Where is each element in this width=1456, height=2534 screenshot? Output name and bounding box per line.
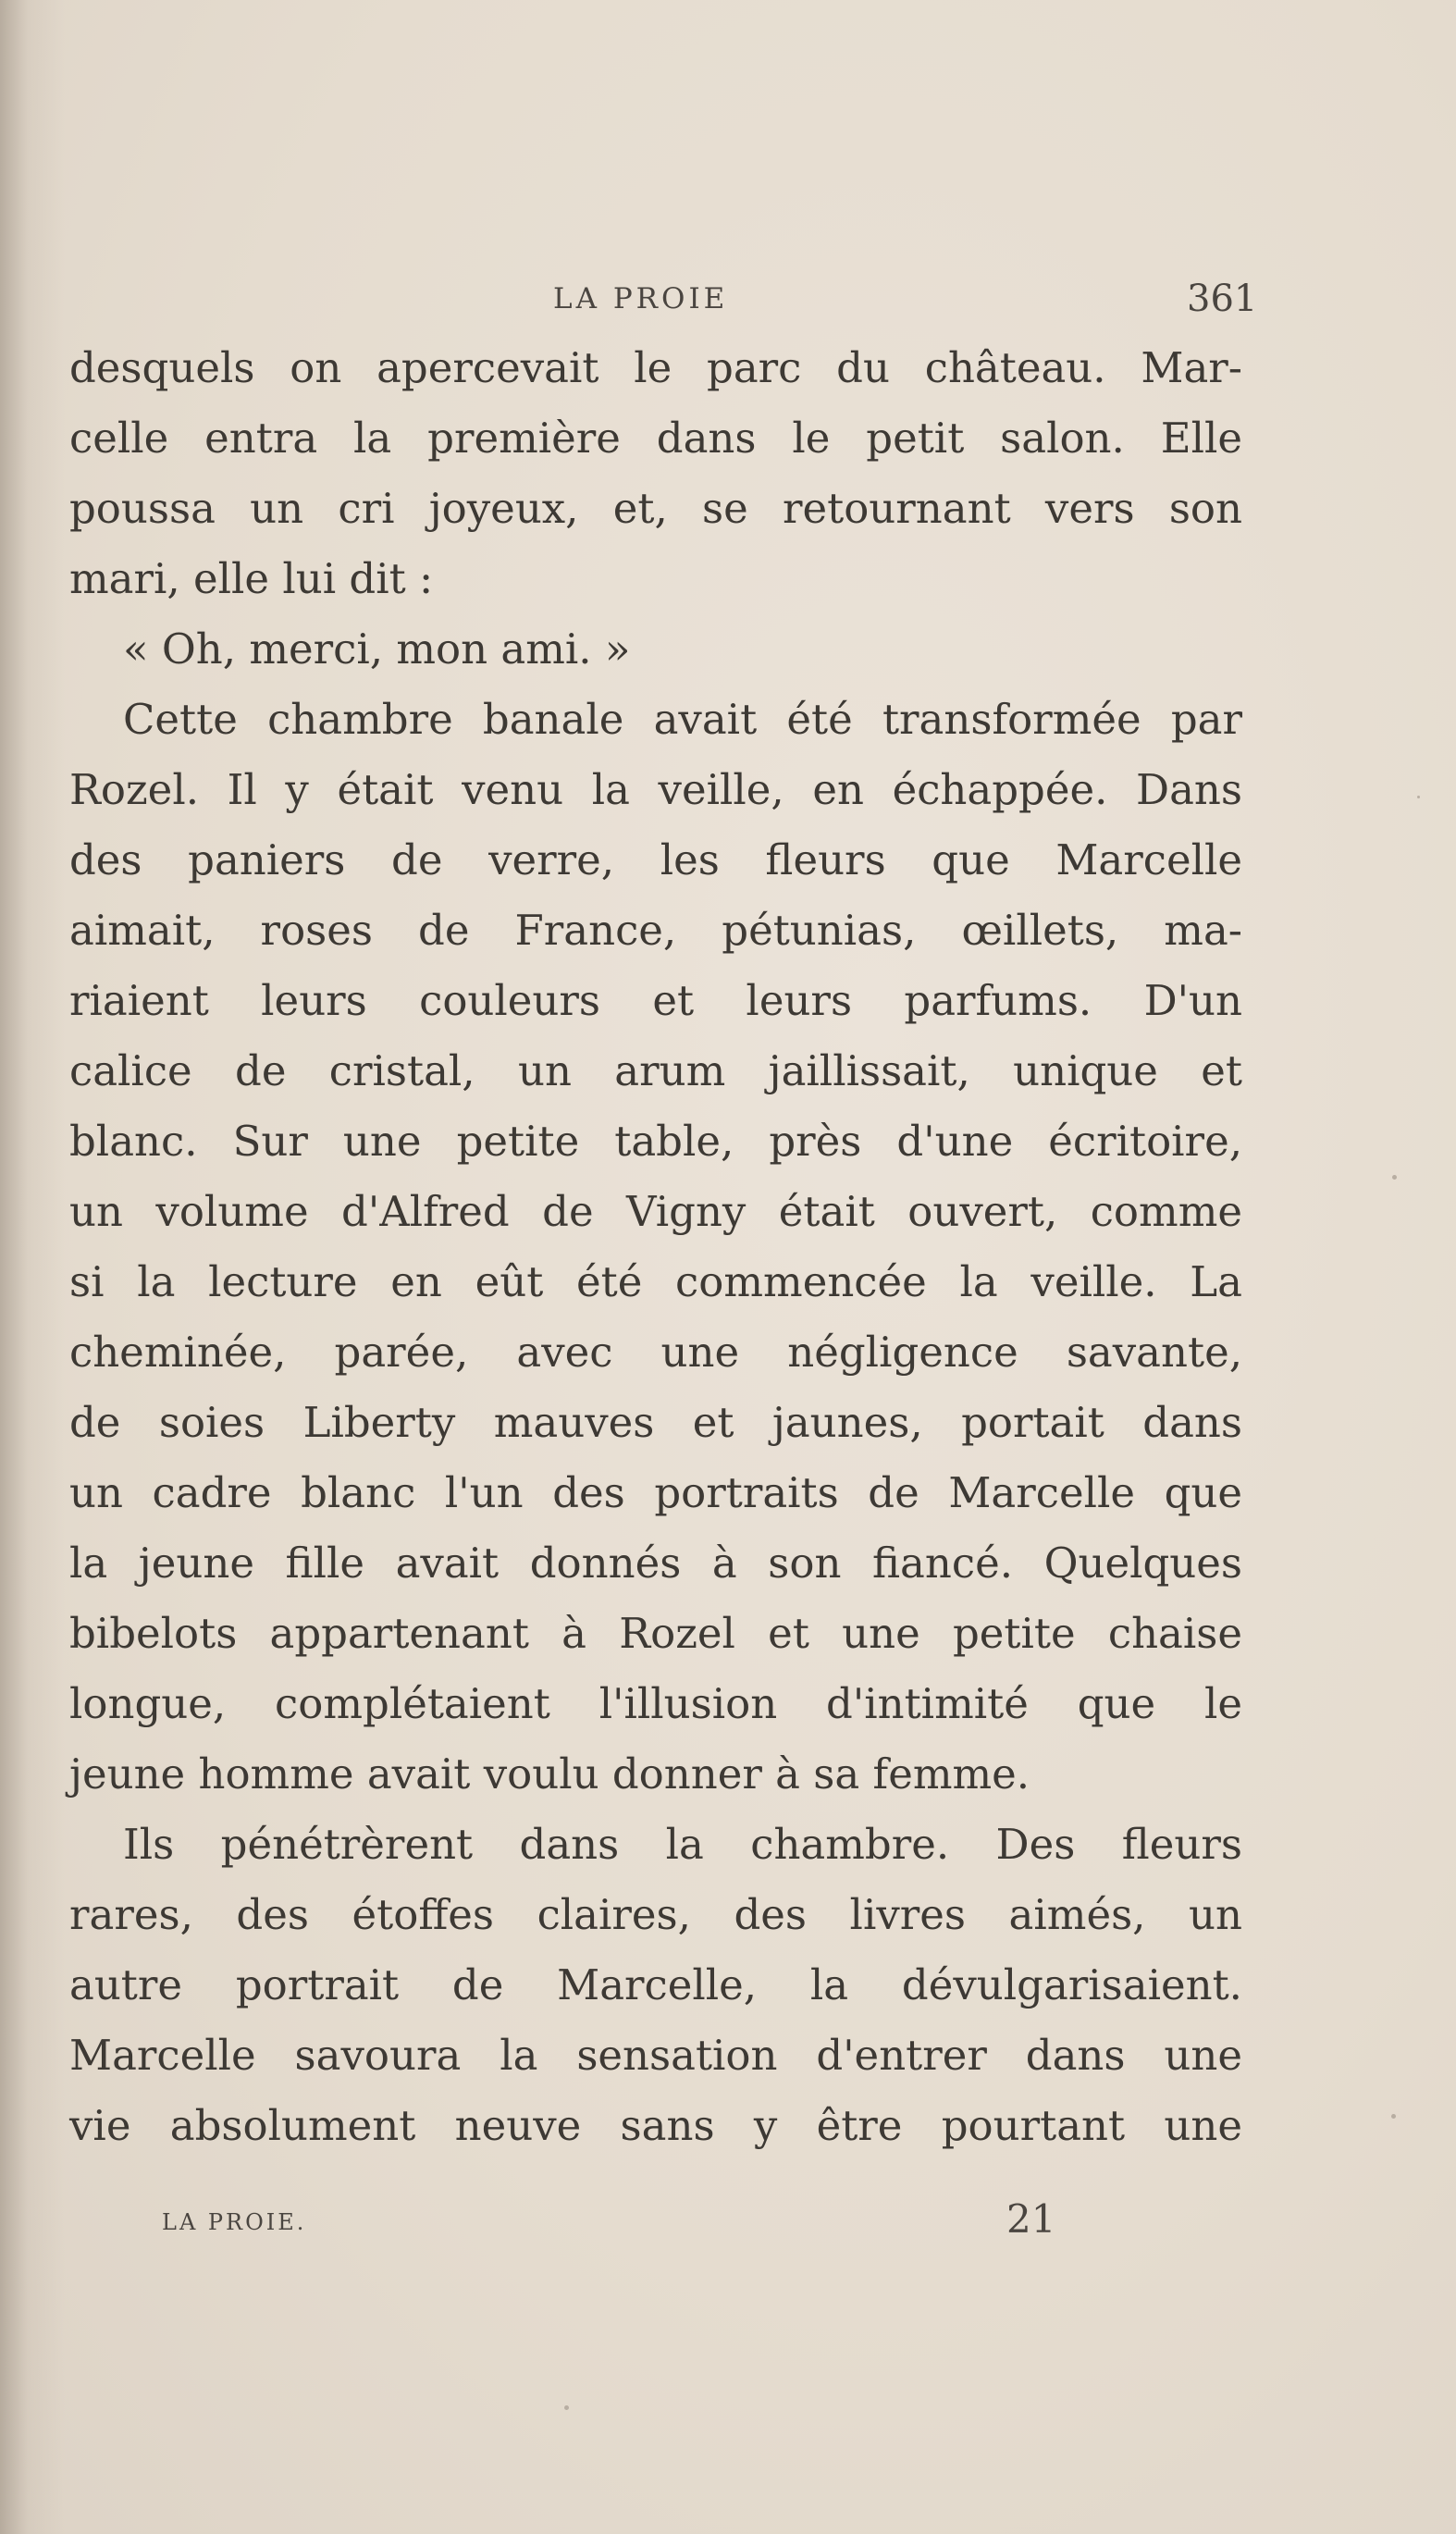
text-line-paragraph-start: Cette chambre banale avait été transformée par bbox=[123, 695, 1242, 744]
text-line: mari, elle lui dit : bbox=[69, 554, 434, 603]
text-line: bibelots appartenant à Rozel et une petite chaise bbox=[69, 1609, 1242, 1658]
text-line: un volume d'Alfred de Vigny était ouvert, comme bbox=[69, 1187, 1242, 1236]
text-line: Marcelle savoura la sensation d'entrer dans une bbox=[69, 2031, 1242, 2080]
text-line: rares, des étoffes claires, des livres aimés, un bbox=[69, 1890, 1242, 1939]
text-line: si la lecture en eût été commencée la veille. La bbox=[69, 1257, 1242, 1306]
paper-speck bbox=[1391, 2114, 1396, 2119]
text-line: vie absolument neuve sans y être pourtant une bbox=[69, 2101, 1242, 2150]
text-line: blanc. Sur une petite table, près d'une écritoire, bbox=[69, 1117, 1242, 1166]
footer-book-title: LA PROIE. bbox=[162, 2209, 307, 2235]
paper-speck bbox=[1417, 796, 1420, 798]
text-line: poussa un cri joyeux, et, se retournant vers son bbox=[69, 484, 1242, 533]
text-line: jeune homme avait voulu donner à sa femme. bbox=[69, 1749, 1030, 1799]
body-text bbox=[69, 333, 1242, 2161]
text-line-quote: « Oh, merci, mon ami. » bbox=[123, 624, 631, 674]
text-line: un cadre blanc l'un des portraits de Marcelle que bbox=[69, 1468, 1242, 1517]
text-line: Rozel. Il y était venu la veille, en échappée. Dans bbox=[69, 765, 1242, 814]
text-line-paragraph-start: Ils pénétrèrent dans la chambre. Des fleurs bbox=[123, 1820, 1242, 1869]
text-line: la jeune fille avait donnés à son fiancé. Quelques bbox=[69, 1539, 1242, 1588]
text-line: calice de cristal, un arum jaillissait, unique et bbox=[69, 1046, 1242, 1095]
signature-mark: 21 bbox=[1006, 2196, 1056, 2242]
text-line: celle entra la première dans le petit salon. Elle bbox=[69, 414, 1242, 463]
paper-speck bbox=[564, 2405, 569, 2410]
text-line: autre portrait de Marcelle, la dévulgarisaient. bbox=[69, 1960, 1242, 2009]
page-number: 361 bbox=[1187, 278, 1258, 320]
running-title: LA PROIE bbox=[553, 282, 729, 315]
text-line: des paniers de verre, les fleurs que Marcelle bbox=[69, 835, 1242, 884]
page-footer bbox=[0, 2196, 1456, 2243]
text-line: cheminée, parée, avec une négligence savante, bbox=[69, 1328, 1242, 1377]
text-line: riaient leurs couleurs et leurs parfums. D'un bbox=[69, 976, 1242, 1025]
paper-speck bbox=[1392, 1175, 1397, 1180]
text-line: aimait, roses de France, pétunias, œillets, ma- bbox=[69, 906, 1242, 955]
text-line: desquels on apercevait le parc du château. Mar- bbox=[69, 343, 1242, 392]
running-head bbox=[0, 276, 1456, 322]
text-line: longue, complétaient l'illusion d'intimité que le bbox=[69, 1679, 1242, 1728]
text-line: de soies Liberty mauves et jaunes, portait dans bbox=[69, 1398, 1242, 1447]
